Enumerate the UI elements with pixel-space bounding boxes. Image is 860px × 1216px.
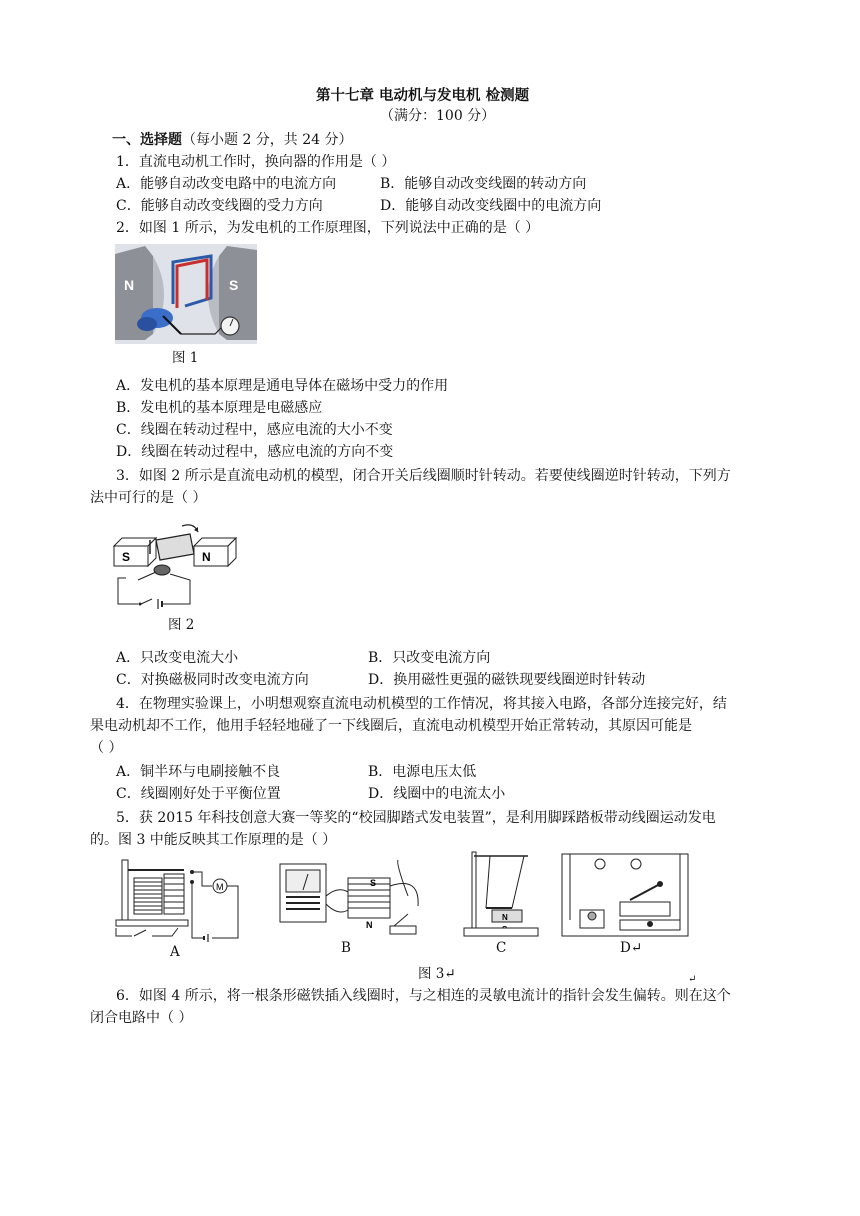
q4-option-a: A．铜半环与电刷接触不良 [116,764,281,780]
section-title: 一、选择题 [112,132,182,148]
q4-option-b: B．电源电压太低 [368,764,477,780]
q4-option-c: C．线圈刚好处于平衡位置 [116,786,281,802]
q4-stem-line1: 4．在物理实验课上，小明想观察直流电动机模型的工作情况，将其接入电路，各部分连接完好，结 [116,696,727,712]
q2-option-c: C．线圈在转动过程中，感应电流的大小不变 [116,422,393,438]
q2-option-b: B．发电机的基本原理是电磁感应 [116,400,323,416]
q6-stem-line1: 6．如图 4 所示，将一根条形磁铁插入线圈时，与之相连的灵敏电流计的指针会发生偏转。则在这个 [116,988,731,1004]
figure-1-label-n: N [124,277,135,293]
section-note: （每小题 2 分，共 24 分） [182,132,353,148]
figure-2-motor [110,518,242,610]
q2-option-a: A．发电机的基本原理是通电导体在磁场中受力的作用 [116,378,449,394]
q3-option-d: D．换用磁性更强的磁铁现要线圈逆时针转动 [368,672,646,688]
figure-3b-label-n: N [366,920,373,930]
q6-stem-line2: 闭合电路中（ ） [90,1010,193,1026]
q2-option-d: D．线圈在转动过程中，感应电流的方向不变 [116,444,394,460]
q1-option-b: B．能够自动改变线圈的转动方向 [380,176,587,192]
figure-3b-induction [278,856,428,942]
q3-stem-line1: 3．如图 2 所示是直流电动机的模型，闭合开关后线圈顺时针转动。若要使线圈逆时针转动，下列方 [116,468,731,484]
q1-option-a: A．能够自动改变电路中的电流方向 [116,176,337,192]
figure-3a-relay [112,856,247,942]
figure-3b-label-s: S [370,878,377,888]
figure-3b-label: B [341,940,351,956]
q4-option-d: D．线圈中的电流太小 [368,786,506,802]
page-title: 第十七章 电动机与发电机 检测题 [316,87,530,104]
q4-stem-line2: 果电动机却不工作，他用手轻轻地碰了一下线圈后，直流电动机模型开始正常转动，其原因可能是 [90,718,692,734]
figure-2-caption: 图 2 [168,617,195,633]
figure-1-generator [115,244,257,344]
q5-stem-line1: 5．获 2015 年科技创意大赛一等奖的“校园脚踏式发电装置”，是利用脚踩踏板带动线圈运动发电 [116,810,716,826]
q3-option-c: C．对换磁极同时改变电流方向 [116,672,309,688]
figure-1-caption: 图 1 [172,350,199,366]
figure-3-caption: 图 3↵ [418,966,456,982]
q3-stem-line2: 法中可行的是（ ） [90,490,207,506]
q6-mark: ↵ [688,974,697,985]
q4-stem-line3: （ ） [90,740,123,756]
q3-option-b: B．只改变电流方向 [368,650,491,666]
figure-3d-label: D↵ [620,940,643,956]
q1-stem: 1．直流电动机工作时，换向器的作用是（ ） [116,154,396,170]
figure-3c-stand [462,850,542,940]
q3-option-a: A．只改变电流大小 [116,650,239,666]
figure-2-label-s: S [122,550,131,564]
q1-option-d: D．能够自动改变线圈中的电流方向 [380,198,602,214]
figure-3a-motor-label: M [216,882,224,892]
figure-2-label-n: N [202,550,211,564]
figure-3c-label: C [496,940,507,956]
figure-3c-label-n: N [502,913,508,922]
section-heading [112,130,353,150]
q1-option-c: C．能够自动改变线圈的受力方向 [116,198,323,214]
q5-stem-line2: 的。图 3 中能反映其工作原理的是（ ） [90,832,337,848]
figure-3d-board [560,850,690,938]
figure-3a-label: A [170,944,180,960]
page-subtitle: （满分：100 分） [380,108,496,124]
q2-stem: 2．如图 1 所示，为发电机的工作原理图，下列说法中正确的是（ ） [116,220,540,236]
figure-1-label-s: S [229,277,239,293]
